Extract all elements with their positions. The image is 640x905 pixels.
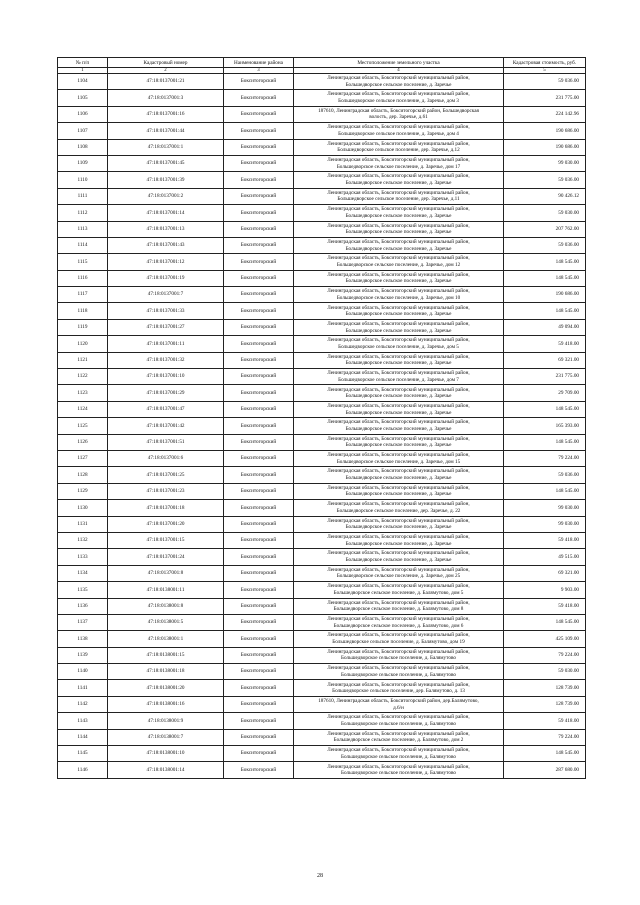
district-name: Бокситогорский: [224, 647, 294, 663]
table-row: [58, 270, 586, 286]
cadastral-number: 47:18:0137001:51: [108, 434, 224, 450]
district-name: Бокситогорский: [224, 614, 294, 630]
district-name: Бокситогорский: [224, 303, 294, 319]
cadastral-cost: 148 545.00: [504, 746, 586, 762]
row-number: 1104: [58, 74, 108, 90]
parcel-location: Ленинградская область, Бокситогорский муниципальный район, Большедворское сельское поселение, д. Балямутово, дом 6: [294, 614, 504, 630]
parcel-location: Ленинградская область, Бокситогорский муниципальный район, Большедворское сельское поселение, дер. Заречье, д. 22: [294, 500, 504, 516]
parcel-location: Ленинградская область, Бокситогорский муниципальный район, Большедворское сельское поселение, д. Заречье, дом 12: [294, 254, 504, 270]
row-number: 1106: [58, 106, 108, 122]
row-number: 1112: [58, 205, 108, 221]
cadastral-cost: 9 903.00: [504, 582, 586, 598]
parcel-location: Ленинградская область, Бокситогорский муниципальный район, Большедворское сельское поселение, д. Заречье, дом 15: [294, 450, 504, 466]
row-number: 1129: [58, 483, 108, 499]
cadastral-number: 47:18:0137001:3: [108, 90, 224, 106]
district-name: Бокситогорский: [224, 516, 294, 532]
cadastral-number: 47:18:0137001:21: [108, 74, 224, 90]
row-number: 1126: [58, 434, 108, 450]
cadastral-cost: 224 142.96: [504, 106, 586, 122]
cadastral-number: 47:18:0138001:10: [108, 746, 224, 762]
row-number: 1123: [58, 385, 108, 401]
cadastral-number: 47:18:0137001:7: [108, 287, 224, 303]
cadastral-number: 47:18:0137001:10: [108, 369, 224, 385]
parcel-location: Ленинградская область, Бокситогорский муниципальный район, Большедворское сельское поселение, дер. Заречье, д.11: [294, 188, 504, 204]
district-name: Бокситогорский: [224, 74, 294, 90]
parcel-location: Ленинградская область, Бокситогорский муниципальный район, Большедворское сельское поселение, д. Балямутово, дом 2: [294, 729, 504, 745]
district-name: Бокситогорский: [224, 319, 294, 335]
header-location: Местоположение земельного участка: [294, 58, 504, 68]
district-name: Бокситогорский: [224, 155, 294, 171]
row-number: 1122: [58, 369, 108, 385]
parcel-location: Ленинградская область, Бокситогорский муниципальный район, Большедворское сельское поселение, д. Заречье: [294, 221, 504, 237]
table-row: [58, 172, 586, 188]
table-row: [58, 549, 586, 565]
district-name: Бокситогорский: [224, 467, 294, 483]
parcel-location: Ленинградская область, Бокситогорский муниципальный район, Большедворское сельское поселение, д. Заречье: [294, 172, 504, 188]
cadastral-number: 47:18:0137001:19: [108, 270, 224, 286]
row-number: 1121: [58, 352, 108, 368]
cadastral-number: 47:18:0137001:24: [108, 549, 224, 565]
table-row: [58, 369, 586, 385]
table-row: [58, 532, 586, 548]
district-name: Бокситогорский: [224, 172, 294, 188]
row-number: 1130: [58, 500, 108, 516]
parcel-location: Ленинградская область, Бокситогорский муниципальный район, Большедворское сельское поселение, дер. Заречье, д.12: [294, 139, 504, 155]
table-row: [58, 729, 586, 745]
cadastral-number: 47:18:0138001:9: [108, 713, 224, 729]
page-number: 28: [317, 873, 323, 879]
cadastral-number: 47:18:0137001:25: [108, 467, 224, 483]
district-name: Бокситогорский: [224, 598, 294, 614]
cadastral-number: 47:18:0137001:6: [108, 450, 224, 466]
cadastral-number: 47:18:0137001:13: [108, 221, 224, 237]
row-number: 1105: [58, 90, 108, 106]
row-number: 1140: [58, 664, 108, 680]
cadastral-cost: 59 418.00: [504, 336, 586, 352]
parcel-location: Ленинградская область, Бокситогорский муниципальный район, Большедворское сельское поселение, д. Балямутово, дом 19: [294, 631, 504, 647]
row-number: 1124: [58, 401, 108, 417]
cadastral-value-table: [57, 57, 586, 779]
district-name: Бокситогорский: [224, 549, 294, 565]
cadastral-cost: 425 109.00: [504, 631, 586, 647]
cadastral-cost: 99 030.00: [504, 516, 586, 532]
parcel-location: Ленинградская область, Бокситогорский муниципальный район, Большедворское сельское поселение, д. Заречье: [294, 516, 504, 532]
cadastral-cost: 59 418.00: [504, 713, 586, 729]
parcel-location: Ленинградская область, Бокситогорский муниципальный район, Большедворское сельское поселение, д. Заречье: [294, 352, 504, 368]
parcel-location: Ленинградская область, Бокситогорский муниципальный район, Большедворское сельское поселение, д. Заречье, дом 5: [294, 336, 504, 352]
parcel-location: Ленинградская область, Бокситогорский муниципальный район, Большедворское сельское поселение, д. Заречье: [294, 549, 504, 565]
row-number: 1133: [58, 549, 108, 565]
parcel-location: Ленинградская область, Бокситогорский муниципальный район, Большедворское сельское поселение, д. Заречье: [294, 319, 504, 335]
parcel-location: Ленинградская область, Бокситогорский муниципальный район, Большедворское сельское поселение, д. Заречье, дом 4: [294, 123, 504, 139]
cadastral-number: 47:18:0137001:42: [108, 418, 224, 434]
header-cadastral-number: Кадастровый номер: [108, 58, 224, 68]
parcel-location: 187610, Ленинградская область, Бокситогорский район, Большедворская волость, дер. Заречье, д.61: [294, 106, 504, 122]
cadastral-number: 47:18:0137001:15: [108, 532, 224, 548]
district-name: Бокситогорский: [224, 418, 294, 434]
table-row: [58, 254, 586, 270]
table-row: [58, 287, 586, 303]
table-row: [58, 188, 586, 204]
cadastral-cost: 59 036.00: [504, 74, 586, 90]
cadastral-number: 47:18:0137001:39: [108, 172, 224, 188]
table-row: [58, 467, 586, 483]
table-row: [58, 90, 586, 106]
parcel-location: Ленинградская область, Бокситогорский муниципальный район, Большедворское сельское поселение, д. Заречье, дом 7: [294, 369, 504, 385]
cadastral-number: 47:18:0138001:7: [108, 729, 224, 745]
district-name: Бокситогорский: [224, 631, 294, 647]
cadastral-cost: 287 680.00: [504, 762, 586, 778]
row-number: 1116: [58, 270, 108, 286]
cadastral-cost: 79 224.00: [504, 647, 586, 663]
cadastral-cost: 59 036.00: [504, 467, 586, 483]
cadastral-cost: 148 545.00: [504, 303, 586, 319]
district-name: Бокситогорский: [224, 188, 294, 204]
row-number: 1137: [58, 614, 108, 630]
cadastral-cost: 69 321.00: [504, 565, 586, 581]
cadastral-number: 47:18:0137001:14: [108, 205, 224, 221]
cadastral-cost: 79 224.00: [504, 729, 586, 745]
cadastral-number: 47:18:0137001:2: [108, 188, 224, 204]
row-number: 1107: [58, 123, 108, 139]
cadastral-cost: 231 775.00: [504, 369, 586, 385]
district-name: Бокситогорский: [224, 139, 294, 155]
table-row: [58, 582, 586, 598]
district-name: Бокситогорский: [224, 762, 294, 778]
cadastral-cost: 59 030.00: [504, 205, 586, 221]
district-name: Бокситогорский: [224, 205, 294, 221]
header-number: № п/п: [58, 58, 108, 68]
column-number: 5: [504, 68, 586, 74]
cadastral-cost: 148 545.00: [504, 614, 586, 630]
cadastral-cost: 79 224.00: [504, 450, 586, 466]
table-row: [58, 696, 586, 712]
parcel-location: 187610, Ленинградская область, Бокситогорский район, дер.Балямутово, д.6/н: [294, 696, 504, 712]
column-number: 1: [58, 68, 108, 74]
cadastral-number: 47:18:0137001:12: [108, 254, 224, 270]
table-row: [58, 221, 586, 237]
district-name: Бокситогорский: [224, 532, 294, 548]
cadastral-cost: 59 036.00: [504, 237, 586, 253]
table-row: [58, 664, 586, 680]
row-number: 1118: [58, 303, 108, 319]
row-number: 1141: [58, 680, 108, 696]
parcel-location: Ленинградская область, Бокситогорский муниципальный район, Большедворское сельское поселение, д. Заречье: [294, 532, 504, 548]
cadastral-number: 47:18:0137001:20: [108, 516, 224, 532]
row-number: 1120: [58, 336, 108, 352]
table-row: [58, 614, 586, 630]
row-number: 1132: [58, 532, 108, 548]
district-name: Бокситогорский: [224, 500, 294, 516]
table-row: [58, 500, 586, 516]
cadastral-cost: 59 036.00: [504, 172, 586, 188]
parcel-location: Ленинградская область, Бокситогорский муниципальный район, Большедворское сельское поселение, д. Заречье: [294, 270, 504, 286]
district-name: Бокситогорский: [224, 450, 294, 466]
parcel-location: Ленинградская область, Бокситогорский муниципальный район, Большедворское сельское поселение, д. Балямутово, дом 5: [294, 582, 504, 598]
cadastral-number: 47:18:0137001:32: [108, 352, 224, 368]
row-number: 1125: [58, 418, 108, 434]
table-row: [58, 352, 586, 368]
table-row: [58, 680, 586, 696]
cadastral-cost: 128 739.00: [504, 680, 586, 696]
cadastral-number: 47:18:0137001:18: [108, 500, 224, 516]
cadastral-cost: 99 030.00: [504, 155, 586, 171]
parcel-location: Ленинградская область, Бокситогорский муниципальный район, Большедворское сельское поселение, д. Балямутово: [294, 713, 504, 729]
table-row: [58, 598, 586, 614]
district-name: Бокситогорский: [224, 336, 294, 352]
table-row: [58, 418, 586, 434]
parcel-location: Ленинградская область, Бокситогорский муниципальный район, Большедворское сельское поселение, д. Заречье: [294, 237, 504, 253]
table-row: [58, 336, 586, 352]
row-number: 1136: [58, 598, 108, 614]
table-row: [58, 713, 586, 729]
cadastral-cost: 231 775.00: [504, 90, 586, 106]
column-number: 2: [108, 68, 224, 74]
row-number: 1109: [58, 155, 108, 171]
cadastral-cost: 165 393.00: [504, 418, 586, 434]
table-row: [58, 303, 586, 319]
cadastral-number: 47:18:0138001:14: [108, 762, 224, 778]
row-number: 1138: [58, 631, 108, 647]
row-number: 1131: [58, 516, 108, 532]
table-row: [58, 106, 586, 122]
cadastral-number: 47:18:0137001:29: [108, 385, 224, 401]
table-row: [58, 483, 586, 499]
parcel-location: Ленинградская область, Бокситогорский муниципальный район, Большедворское сельское поселение, д. Балямутово: [294, 762, 504, 778]
cadastral-cost: 128 739.00: [504, 696, 586, 712]
cadastral-cost: 29 709.00: [504, 385, 586, 401]
cadastral-number: 47:18:0137001:33: [108, 303, 224, 319]
cadastral-cost: 190 686.00: [504, 139, 586, 155]
cadastral-number: 47:18:0138001:8: [108, 598, 224, 614]
row-number: 1111: [58, 188, 108, 204]
cadastral-number: 47:18:0138001:5: [108, 614, 224, 630]
table-header-row: [58, 58, 586, 68]
cadastral-number: 47:18:0138001:18: [108, 664, 224, 680]
parcel-location: Ленинградская область, Бокситогорский муниципальный район, Большедворское сельское поселение, д. Заречье: [294, 74, 504, 90]
parcel-location: Ленинградская область, Бокситогорский муниципальный район, Большедворское сельское поселение, д. Заречье: [294, 483, 504, 499]
parcel-location: Ленинградская область, Бокситогорский муниципальный район, Большедворское сельское поселение, д. Балямутово: [294, 664, 504, 680]
cadastral-cost: 148 545.00: [504, 270, 586, 286]
table-row: [58, 565, 586, 581]
row-number: 1117: [58, 287, 108, 303]
cadastral-cost: 148 545.00: [504, 254, 586, 270]
table-row: [58, 746, 586, 762]
cadastral-cost: 59 418.00: [504, 598, 586, 614]
table-row: [58, 237, 586, 253]
row-number: 1144: [58, 729, 108, 745]
row-number: 1146: [58, 762, 108, 778]
district-name: Бокситогорский: [224, 483, 294, 499]
column-number: 3: [224, 68, 294, 74]
row-number: 1139: [58, 647, 108, 663]
cadastral-number: 47:18:0137001:45: [108, 155, 224, 171]
cadastral-cost: 148 545.00: [504, 434, 586, 450]
cadastral-cost: 49 515.00: [504, 549, 586, 565]
cadastral-cost: 207 762.00: [504, 221, 586, 237]
row-number: 1128: [58, 467, 108, 483]
parcel-location: Ленинградская область, Бокситогорский муниципальный район, Большедворское сельское поселение, д. Заречье: [294, 418, 504, 434]
row-number: 1108: [58, 139, 108, 155]
district-name: Бокситогорский: [224, 664, 294, 680]
table-row: [58, 74, 586, 90]
cadastral-cost: 49 094.00: [504, 319, 586, 335]
cadastral-cost: 59 030.00: [504, 664, 586, 680]
parcel-location: Ленинградская область, Бокситогорский муниципальный район, Большедворское сельское поселение, дер. Балямутово, д. 13: [294, 680, 504, 696]
cadastral-cost: 69 321.00: [504, 352, 586, 368]
row-number: 1115: [58, 254, 108, 270]
cadastral-number: 47:18:0137001:43: [108, 237, 224, 253]
row-number: 1135: [58, 582, 108, 598]
table-row: [58, 139, 586, 155]
cadastral-number: 47:18:0138001:11: [108, 582, 224, 598]
district-name: Бокситогорский: [224, 401, 294, 417]
district-name: Бокситогорский: [224, 434, 294, 450]
row-number: 1110: [58, 172, 108, 188]
district-name: Бокситогорский: [224, 746, 294, 762]
cadastral-cost: 148 545.00: [504, 401, 586, 417]
row-number: 1113: [58, 221, 108, 237]
row-number: 1142: [58, 696, 108, 712]
row-number: 1145: [58, 746, 108, 762]
cadastral-cost: 190 686.00: [504, 287, 586, 303]
district-name: Бокситогорский: [224, 696, 294, 712]
district-name: Бокситогорский: [224, 565, 294, 581]
parcel-location: Ленинградская область, Бокситогорский муниципальный район, Большедворское сельское поселение, д. Заречье: [294, 303, 504, 319]
cadastral-cost: 99 030.00: [504, 500, 586, 516]
parcel-location: Ленинградская область, Бокситогорский муниципальный район, Большедворское сельское поселение, д. Заречье: [294, 205, 504, 221]
parcel-location: Ленинградская область, Бокситогорский муниципальный район, Большедворское сельское поселение, д. Балямутово: [294, 647, 504, 663]
district-name: Бокситогорский: [224, 287, 294, 303]
parcel-location: Ленинградская область, Бокситогорский муниципальный район, Большедворское сельское поселение, д. Заречье: [294, 467, 504, 483]
parcel-location: Ленинградская область, Бокситогорский муниципальный район, Большедворское сельское поселение, д. Заречье: [294, 401, 504, 417]
cadastral-number: 47:18:0137001:27: [108, 319, 224, 335]
table-row: [58, 434, 586, 450]
cadastral-number: 47:18:0137001:16: [108, 106, 224, 122]
table-row: [58, 631, 586, 647]
cadastral-number: 47:18:0137001:23: [108, 483, 224, 499]
cadastral-number: 47:18:0137001:8: [108, 565, 224, 581]
cadastral-cost: 90 426.12: [504, 188, 586, 204]
cadastral-number: 47:18:0137001:47: [108, 401, 224, 417]
table-row: [58, 385, 586, 401]
parcel-location: Ленинградская область, Бокситогорский муниципальный район, Большедворское сельское поселение, д. Балямутово, дом 8: [294, 598, 504, 614]
table-row: [58, 319, 586, 335]
cadastral-number: 47:18:0138001:1: [108, 631, 224, 647]
row-number: 1119: [58, 319, 108, 335]
district-name: Бокситогорский: [224, 270, 294, 286]
district-name: Бокситогорский: [224, 352, 294, 368]
district-name: Бокситогорский: [224, 123, 294, 139]
column-number: 4: [294, 68, 504, 74]
row-number: 1127: [58, 450, 108, 466]
row-number: 1143: [58, 713, 108, 729]
table-row: [58, 205, 586, 221]
table-row: [58, 401, 586, 417]
row-number: 1134: [58, 565, 108, 581]
parcel-location: Ленинградская область, Бокситогорский муниципальный район, Большедворское сельское поселение, д. Заречье, дом 3: [294, 90, 504, 106]
district-name: Бокситогорский: [224, 106, 294, 122]
parcel-location: Ленинградская область, Бокситогорский муниципальный район, Большедворское сельское поселение, д. Заречье: [294, 385, 504, 401]
table-row: [58, 123, 586, 139]
district-name: Бокситогорский: [224, 582, 294, 598]
table-row: [58, 155, 586, 171]
cadastral-cost: 59 418.00: [504, 532, 586, 548]
cadastral-number: 47:18:0137001:1: [108, 139, 224, 155]
parcel-location: Ленинградская область, Бокситогорский муниципальный район, Большедворское сельское поселение, д. Заречье, дом 25: [294, 565, 504, 581]
table-row: [58, 450, 586, 466]
table-row: [58, 647, 586, 663]
cadastral-number: 47:18:0137001:44: [108, 123, 224, 139]
district-name: Бокситогорский: [224, 385, 294, 401]
district-name: Бокситогорский: [224, 90, 294, 106]
district-name: Бокситогорский: [224, 369, 294, 385]
district-name: Бокситогорский: [224, 221, 294, 237]
cadastral-cost: 148 545.00: [504, 483, 586, 499]
row-number: 1114: [58, 237, 108, 253]
district-name: Бокситогорский: [224, 729, 294, 745]
cadastral-number: 47:18:0138001:20: [108, 680, 224, 696]
parcel-location: Ленинградская область, Бокситогорский муниципальный район, Большедворское сельское поселение, д. Заречье, дом 10: [294, 287, 504, 303]
cadastral-number: 47:18:0137001:11: [108, 336, 224, 352]
parcel-location: Ленинградская область, Бокситогорский муниципальный район, Большедворское сельское поселение, д. Заречье: [294, 434, 504, 450]
parcel-location: Ленинградская область, Бокситогорский муниципальный район, Большедворское сельское поселение, д. Заречье, дом 17: [294, 155, 504, 171]
district-name: Бокситогорский: [224, 680, 294, 696]
cadastral-number: 47:18:0138001:16: [108, 696, 224, 712]
header-district: Наименование района: [224, 58, 294, 68]
parcel-location: Ленинградская область, Бокситогорский муниципальный район, Большедворское сельское поселение, д. Балямутово: [294, 746, 504, 762]
cadastral-number: 47:18:0138001:15: [108, 647, 224, 663]
district-name: Бокситогорский: [224, 237, 294, 253]
district-name: Бокситогорский: [224, 713, 294, 729]
table-row: [58, 516, 586, 532]
table-row: [58, 762, 586, 778]
cadastral-cost: 190 686.00: [504, 123, 586, 139]
district-name: Бокситогорский: [224, 254, 294, 270]
header-cadastral-cost: Кадастровая стоимость, руб.: [504, 58, 586, 68]
